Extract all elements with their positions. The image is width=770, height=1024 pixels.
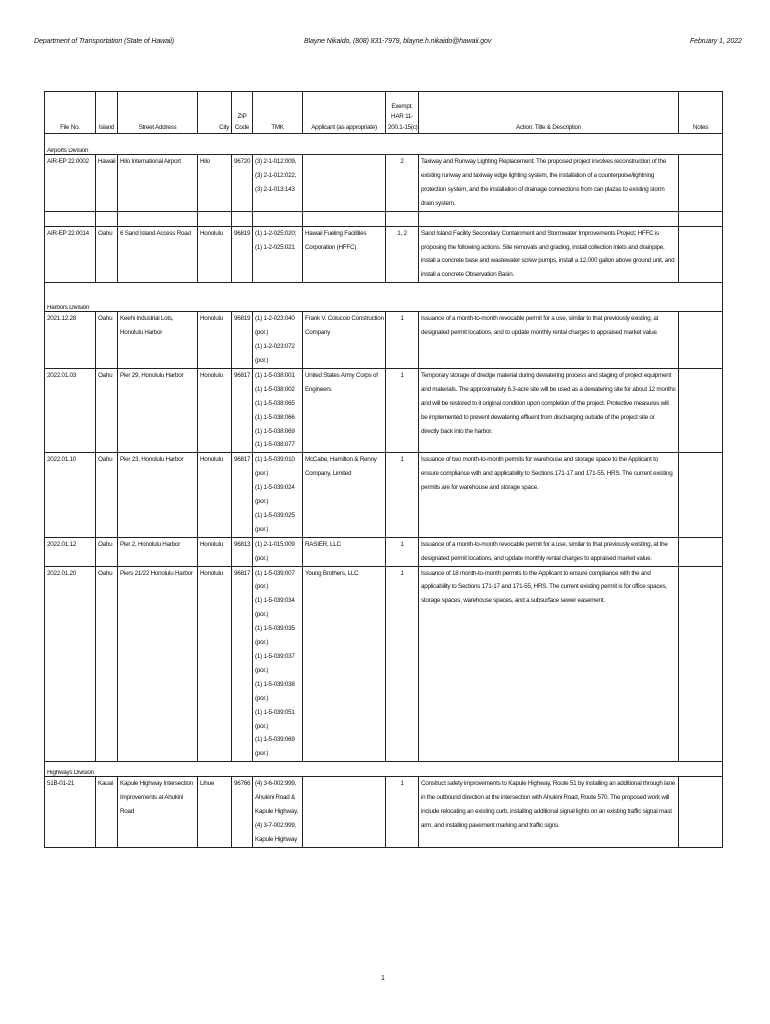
cell-island: Oahu <box>96 566 118 762</box>
tmk-line: Kapule Highway, <box>255 808 299 816</box>
tmk-line: (3) 2-1-012:009, <box>255 158 297 165</box>
spacer-row <box>45 134 723 149</box>
tmk-line: (por.) <box>255 356 269 364</box>
tmk-line: (por.) <box>255 639 269 647</box>
action-line: ensure compliance with and applicability to Sections 171-17 and 171-55, HRS. The current existing <box>421 470 673 478</box>
cell-exempt: 1 <box>386 312 419 369</box>
division-highways: Highways Division <box>45 770 723 777</box>
action-line: Issuance of a month-to-month revocable permit for a use, similar to that previously existing, at the <box>421 540 668 548</box>
tmk-line: (1) 1-5-038:066 <box>255 413 295 421</box>
tmk-line: (1) 1-2-025:020; <box>255 229 297 237</box>
action-line: install a concrete Observation Basin. <box>421 271 514 279</box>
cell-street <box>118 777 198 848</box>
col-exempt-line: 200.1-15(c) <box>388 123 418 131</box>
action-line: applicability to Sections 171-17 and 171-55, HRS. The current existing permit is for office spaces, <box>421 583 667 591</box>
cell-exempt: 1 <box>386 566 419 762</box>
cell-notes <box>679 537 723 566</box>
col-zip-line: ZIP <box>237 113 247 120</box>
applicant-line: United States Army Corps of <box>305 371 378 379</box>
applicant-line: Hawaii Fueling Facilities <box>305 229 367 237</box>
cell-island: Hawaii <box>96 155 118 212</box>
col-notes: Notes <box>679 92 723 134</box>
tmk-line: (1) 1-5-039:038 <box>255 680 295 688</box>
col-island: Island <box>96 92 118 134</box>
cell-action <box>419 226 679 283</box>
cell-notes <box>679 312 723 369</box>
col-street-address: Street Address <box>118 92 198 134</box>
cell-tmk <box>253 155 303 212</box>
street-line: Honolulu Harbor <box>120 329 163 337</box>
tmk-line: (1) 1-5-038:069 <box>255 427 295 435</box>
cell-action <box>419 777 679 848</box>
table-row <box>45 226 723 283</box>
col-action: Action: Title & Description <box>419 92 679 134</box>
cell-zip: 96819 <box>232 226 253 283</box>
cell-street <box>118 368 198 452</box>
tmk-line: (1) 2-1-015:009 <box>255 540 295 548</box>
action-line: Issuance of a month-to-month revocable permit for a use, similar to that previously existing, at <box>421 315 659 323</box>
applicant-line: RASIER, LLC <box>305 540 341 548</box>
tmk-line: (por.) <box>255 329 269 337</box>
action-line: and will be restored to it original condition upon completion of the project. Protective measures will <box>421 399 669 407</box>
tmk-line: (1) 1-5-039:034 <box>255 597 295 605</box>
street-line: Pier 23, Honolulu Harbor <box>120 456 184 464</box>
col-file-no: File No. <box>45 92 96 134</box>
street-line: Pier 2, Honolulu Harbor <box>120 540 181 548</box>
cell-city: Lihue <box>198 777 232 848</box>
column-header-row <box>45 92 723 134</box>
cell-island: Kauai <box>96 777 118 848</box>
division-harbors: Harbors Division <box>45 305 723 312</box>
tmk-line: (1) 1-5-039:035 <box>255 625 295 633</box>
cell-city: Honolulu <box>198 453 232 537</box>
tmk-line: (1) 1-2-023:040 <box>255 315 295 323</box>
cell-island: Oahu <box>96 368 118 452</box>
street-line: Improvements at Ahukini <box>120 794 184 802</box>
tmk-line: (1) 1-5-038:002 <box>255 385 295 393</box>
cell-applicant <box>303 368 386 452</box>
spacer-row <box>45 211 723 226</box>
col-zip <box>232 92 253 134</box>
action-line: proposing the following actions: Site removals and grading, install collection inlets and drainpipe, <box>421 243 665 251</box>
cell-action <box>419 312 679 369</box>
spacer-row <box>45 762 723 771</box>
applicant-line: Young Brothers, LLC <box>305 569 359 577</box>
action-line: include relocating an existing curb, installing additional signal lights on an existing traffic signal mast <box>421 808 672 816</box>
tmk-line: (por.) <box>255 525 269 533</box>
cell-street <box>118 537 198 566</box>
action-line: arm, and installing pavement marking and traffic signs. <box>421 821 560 829</box>
cell-zip: 96817 <box>232 368 253 452</box>
tmk-line: (1) 1-2-025:021 <box>255 243 295 251</box>
header-department: Department of Transportation (State of Hawaii) <box>34 38 175 45</box>
tmk-line: (1) 1-5-039:024 <box>255 484 295 492</box>
street-line: Piers 21/22 Honolulu Harbor <box>120 569 193 577</box>
cell-tmk <box>253 312 303 369</box>
applicant-line: Company, Limited <box>305 470 352 478</box>
cell-tmk <box>253 226 303 283</box>
tmk-line: (1) 1-5-039:069 <box>255 736 295 744</box>
cell-applicant <box>303 566 386 762</box>
cell-exempt: 2 <box>386 155 419 212</box>
table-row <box>45 566 723 762</box>
col-city: City <box>198 92 232 134</box>
cell-exempt: 1, 2 <box>386 226 419 283</box>
spacer-row <box>45 283 723 306</box>
action-line: in the outbound direction at the intersection with Ahukini Road, Route 570. The proposed work will <box>421 794 670 802</box>
page-number: 1 <box>381 975 385 982</box>
col-exempt-line: Exempt. <box>391 102 413 110</box>
cell-tmk <box>253 777 303 848</box>
tmk-line: (por.) <box>255 722 269 730</box>
tmk-line: (por.) <box>255 666 269 674</box>
cell-notes <box>679 368 723 452</box>
street-line: Kapule Highway Intersection <box>120 780 194 788</box>
cell-applicant <box>303 312 386 369</box>
cell-tmk <box>253 537 303 566</box>
table-row <box>45 368 723 452</box>
action-line: drain system. <box>421 199 456 207</box>
tmk-line: (1) 1-5-039:037 <box>255 653 295 660</box>
applicant-line: Engineers <box>305 385 332 393</box>
cell-exempt: 1 <box>386 537 419 566</box>
cell-city: Honolulu <box>198 537 232 566</box>
tmk-line: Kapule Highway <box>255 835 298 843</box>
tmk-line: (4) 3-6-002:999, <box>255 780 297 788</box>
applicant-line: McCabe, Hamilton & Renny <box>305 456 377 464</box>
cell-notes <box>679 453 723 537</box>
cell-street <box>118 566 198 762</box>
cell-street <box>118 312 198 369</box>
cell-tmk <box>253 368 303 452</box>
cell-zip: 96819 <box>232 312 253 369</box>
tmk-line: (por.) <box>255 470 269 478</box>
col-zip-line: Code <box>234 123 250 131</box>
tmk-line: (por.) <box>255 611 269 619</box>
cell-zip: 96817 <box>232 453 253 537</box>
cell-notes <box>679 566 723 762</box>
cell-file-no: AIR-EP 22.0014 <box>45 226 96 283</box>
cell-file-no: 2021.12.28 <box>45 312 96 369</box>
action-line: Temporary storage of dredge material during dewatering process and staging of project equipment <box>421 371 671 379</box>
action-line: Taxiway and Runway Lighting Replacement; The proposed project involves reconstruction of the <box>421 158 667 165</box>
applicant-line: Frank V. Coluccio Construction <box>305 315 384 323</box>
cell-exempt: 1 <box>386 777 419 848</box>
cell-action <box>419 566 679 762</box>
action-line: storage spaces, warehouse spaces, and a subsurface sewer easement. <box>421 597 605 605</box>
action-line: designated permit locations, and to update monthly rental charges to appraised market value. <box>421 329 659 337</box>
cell-action <box>419 537 679 566</box>
table-row <box>45 453 723 537</box>
tmk-line: (por.) <box>255 554 269 562</box>
tmk-line: (por.) <box>255 694 269 702</box>
cell-applicant <box>303 453 386 537</box>
cell-city: Honolulu <box>198 566 232 762</box>
tmk-line: (1) 1-5-039:051 <box>255 708 295 716</box>
division-airports: Airports Division <box>45 148 723 155</box>
cell-file-no: AIR-EP 22.0002 <box>45 155 96 212</box>
tmk-line: (3) 2-1-013:143 <box>255 185 295 193</box>
cell-file-no: 2022.01.12 <box>45 537 96 566</box>
cell-applicant <box>303 226 386 283</box>
cell-applicant <box>303 777 386 848</box>
cell-file-no: 2022.01.20 <box>45 566 96 762</box>
tmk-line: (1) 1-5-039:007 <box>255 569 295 577</box>
tmk-line: (1) 1-5-038:065 <box>255 399 295 407</box>
action-line: and materials. The approximately 6.3-acre site will be used as a dewatering site for about 12 months <box>421 385 676 393</box>
col-exempt-line: HAR 11- <box>391 113 413 120</box>
action-line: install a concrete base and wastewater screw pumps, install a 12,000 gallon above ground unit, and <box>421 257 675 265</box>
action-line: Issuance of 18 month-to-month permits to the Applicant to ensure compliance with the and <box>421 569 651 577</box>
tmk-line: (por.) <box>255 498 269 506</box>
street-line: Pier 29, Honolulu Harbor <box>120 371 184 379</box>
action-line: existing runway and taxiway edge lighting system, the installation of a counterpoise/lightning <box>421 171 655 179</box>
tmk-line: (4) 3-7-002:999, <box>255 821 297 829</box>
tmk-line: (1) 1-5-038:077 <box>255 441 295 449</box>
cell-action <box>419 368 679 452</box>
street-line: Hilo International Airport <box>120 158 181 165</box>
cell-zip: 96813 <box>232 537 253 566</box>
cell-island: Oahu <box>96 453 118 537</box>
header-date: February 1, 2022 <box>690 38 742 45</box>
cell-notes <box>679 155 723 212</box>
applicant-line: Corporation (HFFC) <box>305 243 357 251</box>
cell-file-no: 2022.01.03 <box>45 368 96 452</box>
action-line: directly back into the harbor. <box>421 427 493 435</box>
cell-exempt: 1 <box>386 453 419 537</box>
action-line: protection system, and the installation of drainage connections from can plazas to existing storm <box>421 185 665 193</box>
cell-city: Honolulu <box>198 368 232 452</box>
cell-zip: 96720 <box>232 155 253 212</box>
action-line: be implemented to prevent dewatering effluent from discharging outside of the project site or <box>421 413 655 421</box>
tmk-line: (por.) <box>255 583 269 591</box>
street-line: Road <box>120 808 135 816</box>
col-tmk: TMK <box>253 92 303 134</box>
cell-exempt: 1 <box>386 368 419 452</box>
action-line: Issuance of two month-to-month permits for warehouse and storage space to the Applicant to <box>421 456 658 464</box>
table-row <box>45 312 723 369</box>
cell-action <box>419 155 679 212</box>
col-exempt <box>386 92 419 134</box>
tmk-line: (por.) <box>255 750 269 758</box>
cell-notes <box>679 226 723 283</box>
street-line: 6 Sand Island Access Road <box>120 229 191 237</box>
cell-island: Oahu <box>96 312 118 369</box>
action-line: Construct safety improvements to Kapule Highway, Route 51 by installing an additional through lane <box>421 780 676 788</box>
cell-applicant <box>303 537 386 566</box>
cell-tmk <box>253 566 303 762</box>
table-row <box>45 537 723 566</box>
cell-tmk <box>253 453 303 537</box>
cell-island: Oahu <box>96 537 118 566</box>
action-line: permits are for warehouse and storage space. <box>421 484 539 492</box>
table-row <box>45 777 723 848</box>
cell-zip: 96766 <box>232 777 253 848</box>
environmental-exemptions-table <box>44 91 723 848</box>
cell-zip: 96817 <box>232 566 253 762</box>
cell-city: Honolulu <box>198 312 232 369</box>
cell-street <box>118 453 198 537</box>
cell-city: Hilo <box>198 155 232 212</box>
tmk-line: (1) 1-5-038:001 <box>255 371 295 379</box>
tmk-line: (3) 2-1-012:022, <box>255 171 297 179</box>
col-applicant: Applicant (as appropriate) <box>303 92 386 134</box>
applicant-line: Company <box>305 329 331 337</box>
action-line: Sand Island Facility Secondary Containment and Stormwater Improvements Project; HFFC is <box>421 229 659 237</box>
tmk-line: (1) 1-2-023:072 <box>255 343 295 351</box>
header-contact: Blayne Nikaido, (808) 831-7979, blayne.h.nikaido@hawaii.gov <box>304 38 492 45</box>
cell-notes <box>679 777 723 848</box>
cell-file-no: 2022.01.10 <box>45 453 96 537</box>
tmk-line: (1) 1-5-039:025 <box>255 511 295 519</box>
action-line: designated permit locations, and update monthly rental charges to appraised market value. <box>421 554 652 562</box>
cell-file-no: 51B-01-21 <box>45 777 96 848</box>
cell-street <box>118 155 198 212</box>
cell-island: Oahu <box>96 226 118 283</box>
cell-applicant <box>303 155 386 212</box>
table-row <box>45 155 723 212</box>
cell-city: Honolulu <box>198 226 232 283</box>
tmk-line: (1) 1-5-039:010 <box>255 456 295 464</box>
cell-action <box>419 453 679 537</box>
tmk-line: Ahukini Road & <box>255 794 295 802</box>
street-line: Keehi Industrial Lots, <box>120 315 174 323</box>
cell-street <box>118 226 198 283</box>
